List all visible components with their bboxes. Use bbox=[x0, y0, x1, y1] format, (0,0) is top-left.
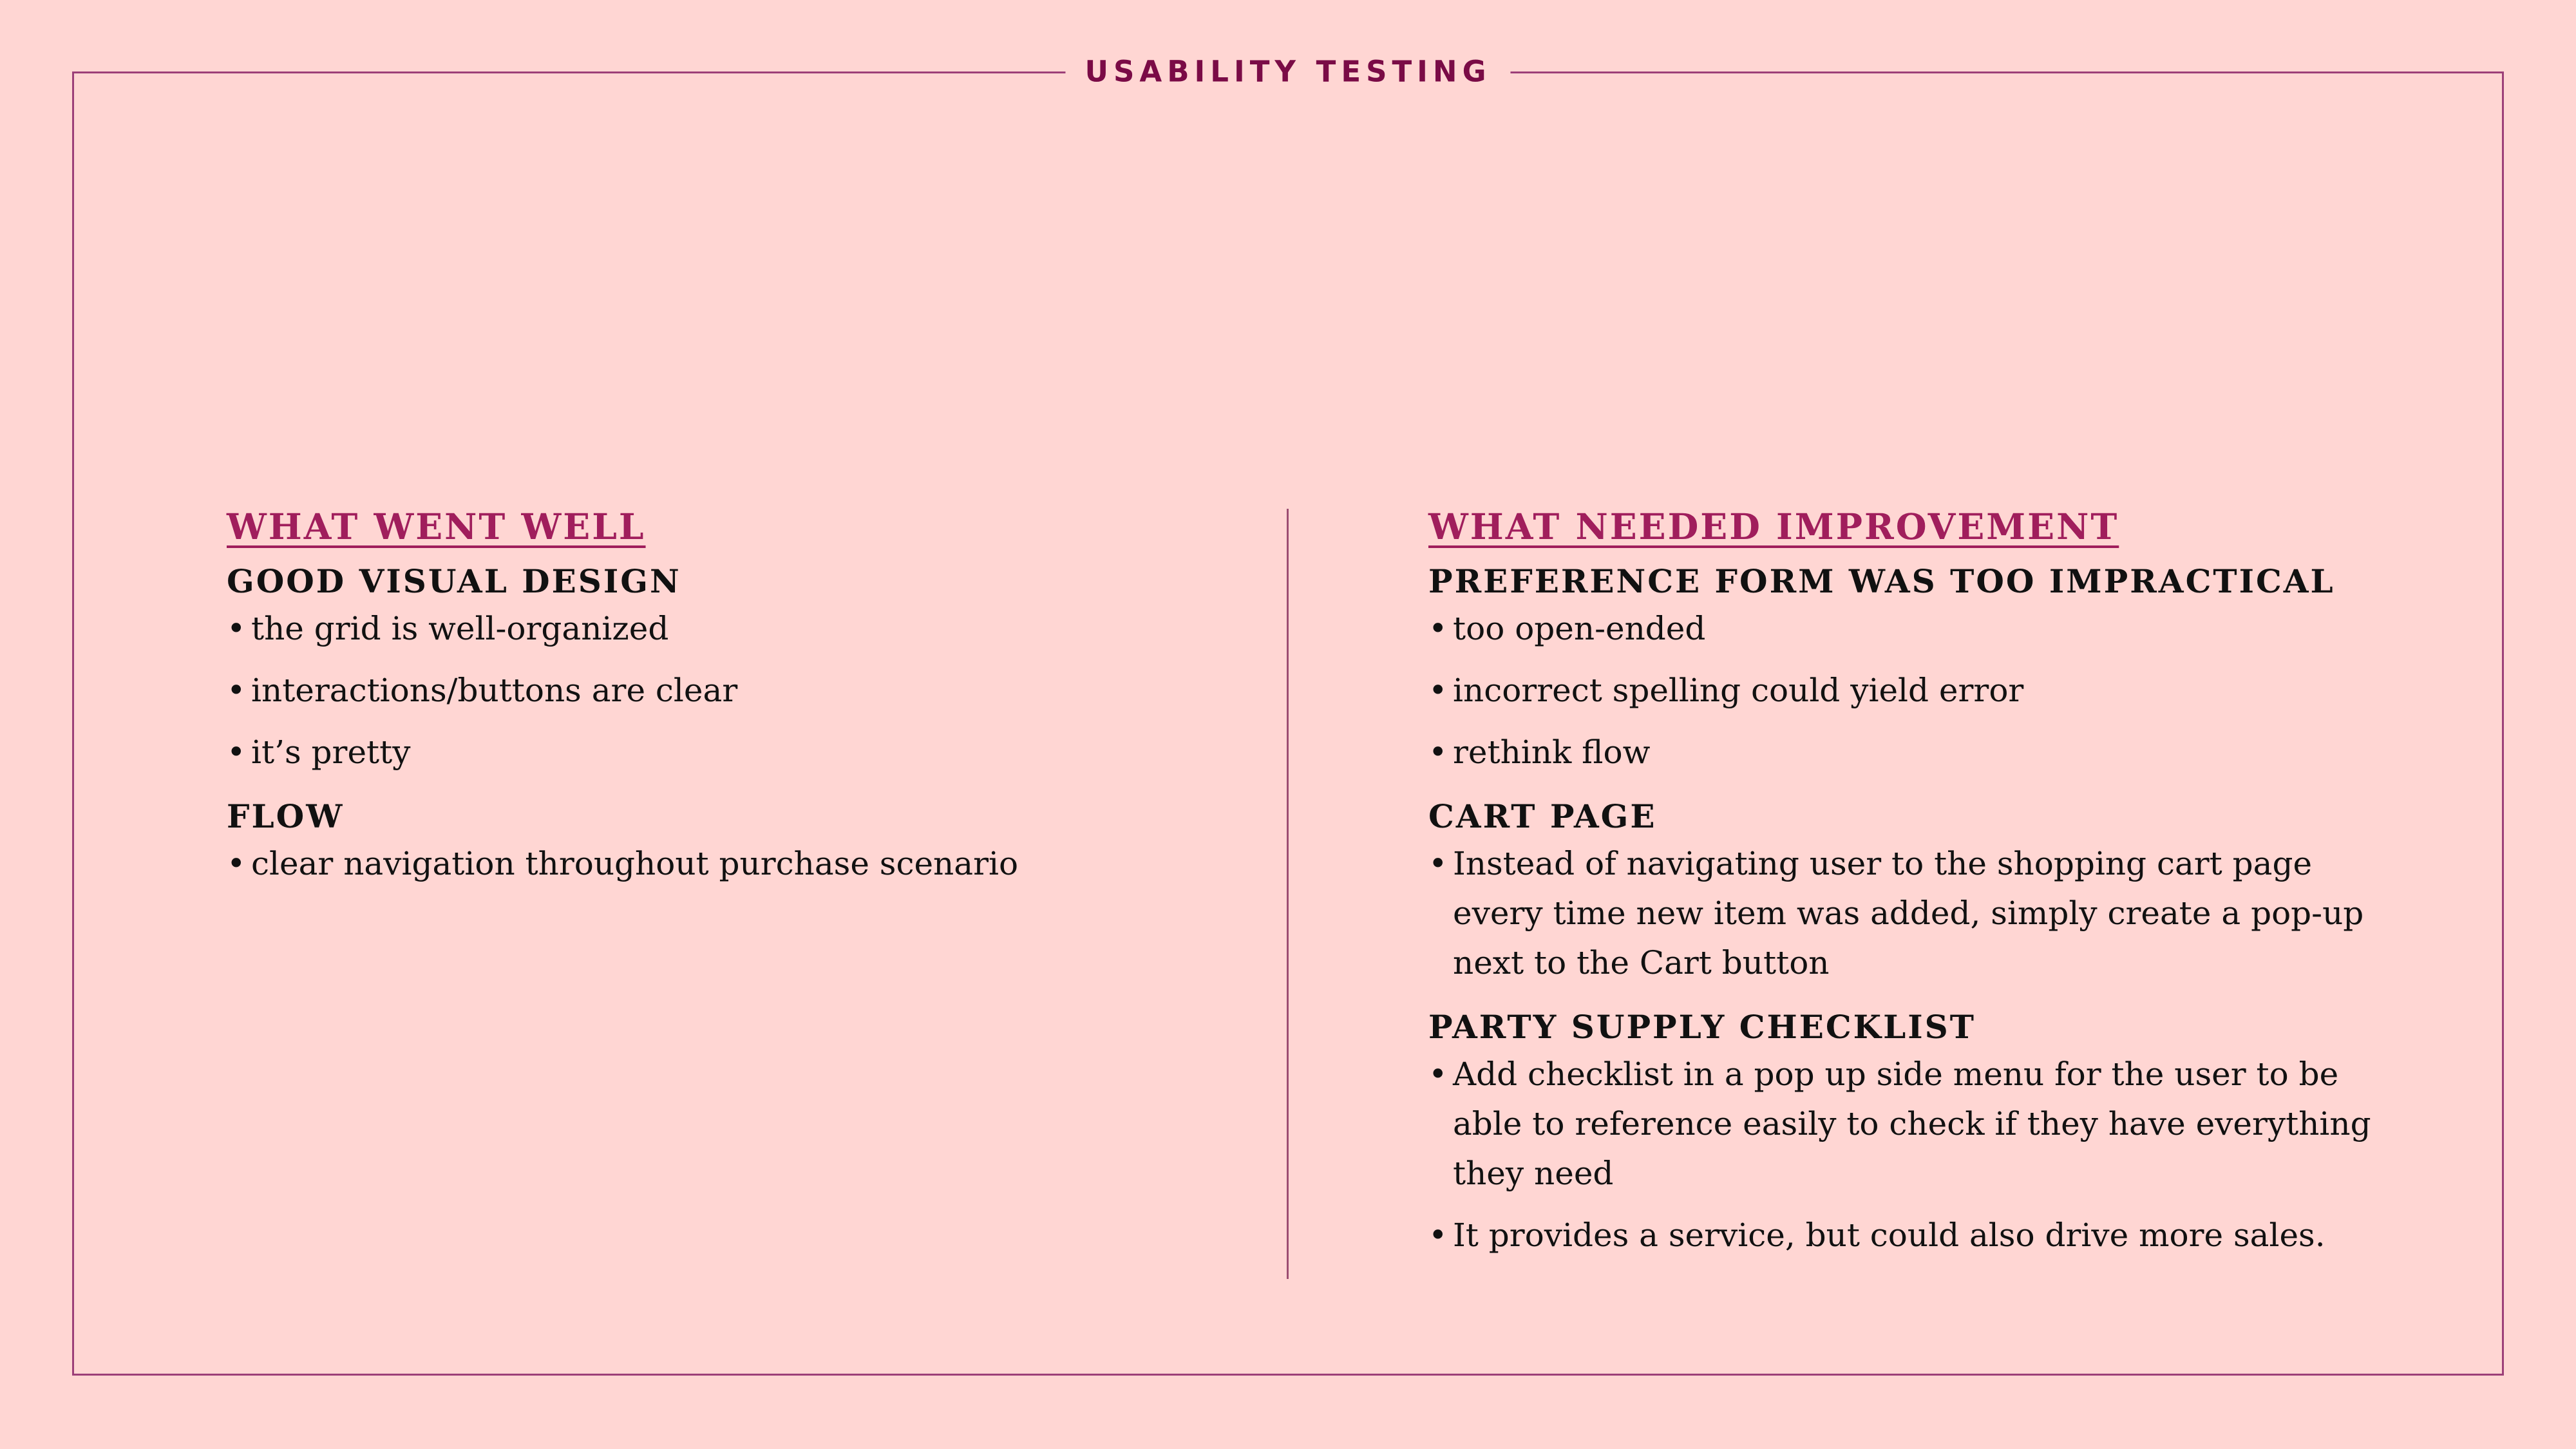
bullet-text: too open-ended bbox=[1453, 610, 1706, 647]
slide-title: USABILITY TESTING bbox=[1065, 55, 1510, 89]
section-party-supply-checklist bbox=[1428, 1005, 2382, 1260]
bullet-item bbox=[227, 728, 1225, 777]
bullet-item bbox=[227, 839, 1225, 889]
bullet-list bbox=[1428, 604, 2382, 777]
section-title: GOOD VISUAL DESIGN bbox=[227, 562, 681, 600]
bullet-dot: • bbox=[1428, 672, 1448, 709]
bullet-item bbox=[227, 604, 1225, 654]
section-good-visual-design bbox=[227, 559, 1225, 777]
bullet-dot: • bbox=[227, 610, 246, 647]
bullet-text: It provides a service, but could also drive more sales. bbox=[1453, 1217, 2325, 1254]
section-title: FLOW bbox=[227, 797, 345, 835]
bullet-dot: • bbox=[1428, 734, 1448, 771]
bullet-list bbox=[227, 839, 1225, 889]
bullet-text: the grid is well-organized bbox=[251, 610, 669, 647]
bullet-text: rethink flow bbox=[1453, 734, 1651, 771]
bullet-dot: • bbox=[1428, 1217, 1448, 1254]
bullet-dot: • bbox=[1428, 610, 1448, 647]
bullet-list bbox=[227, 604, 1225, 777]
bullet-item bbox=[1428, 728, 2382, 777]
went-well-heading: WHAT WENT WELL bbox=[227, 506, 646, 547]
bullet-item bbox=[1428, 839, 2382, 988]
section-title: PARTY SUPPLY CHECKLIST bbox=[1428, 1008, 1976, 1046]
bullet-text: it’s pretty bbox=[251, 734, 411, 771]
bullet-text: Instead of navigating user to the shopping cart page every time new item was added, simply create a pop-up next to the Cart button bbox=[1453, 845, 2364, 981]
bullet-list bbox=[1428, 1050, 2382, 1260]
section-cart-page bbox=[1428, 794, 2382, 988]
needed-improvement-column bbox=[1428, 501, 2382, 1277]
bullet-dot: • bbox=[227, 734, 246, 771]
bullet-item bbox=[1428, 666, 2382, 715]
bullet-text: incorrect spelling could yield error bbox=[1453, 672, 2024, 709]
section-preference-form bbox=[1428, 559, 2382, 777]
bullet-dot: • bbox=[227, 672, 246, 709]
section-title: PREFERENCE FORM WAS TOO IMPRACTICAL bbox=[1428, 562, 2335, 600]
bullet-dot: • bbox=[1428, 1056, 1448, 1093]
bullet-item bbox=[1428, 1050, 2382, 1198]
bullet-dot: • bbox=[227, 845, 246, 882]
bullet-item bbox=[1428, 1211, 2382, 1260]
section-title: CART PAGE bbox=[1428, 797, 1657, 835]
needed-improvement-heading: WHAT NEEDED IMPROVEMENT bbox=[1428, 506, 2119, 547]
section-flow bbox=[227, 794, 1225, 889]
bullet-item bbox=[1428, 604, 2382, 654]
bullet-text: interactions/buttons are clear bbox=[251, 672, 738, 709]
bullet-item bbox=[227, 666, 1225, 715]
bullet-dot: • bbox=[1428, 845, 1448, 882]
bullet-text: clear navigation throughout purchase scenario bbox=[251, 845, 1019, 882]
column-divider bbox=[1287, 509, 1289, 1279]
went-well-column bbox=[227, 501, 1225, 905]
bullet-text: Add checklist in a pop up side menu for the user to be able to reference easily to check if they have everything they need bbox=[1453, 1056, 2371, 1192]
bullet-list bbox=[1428, 839, 2382, 988]
